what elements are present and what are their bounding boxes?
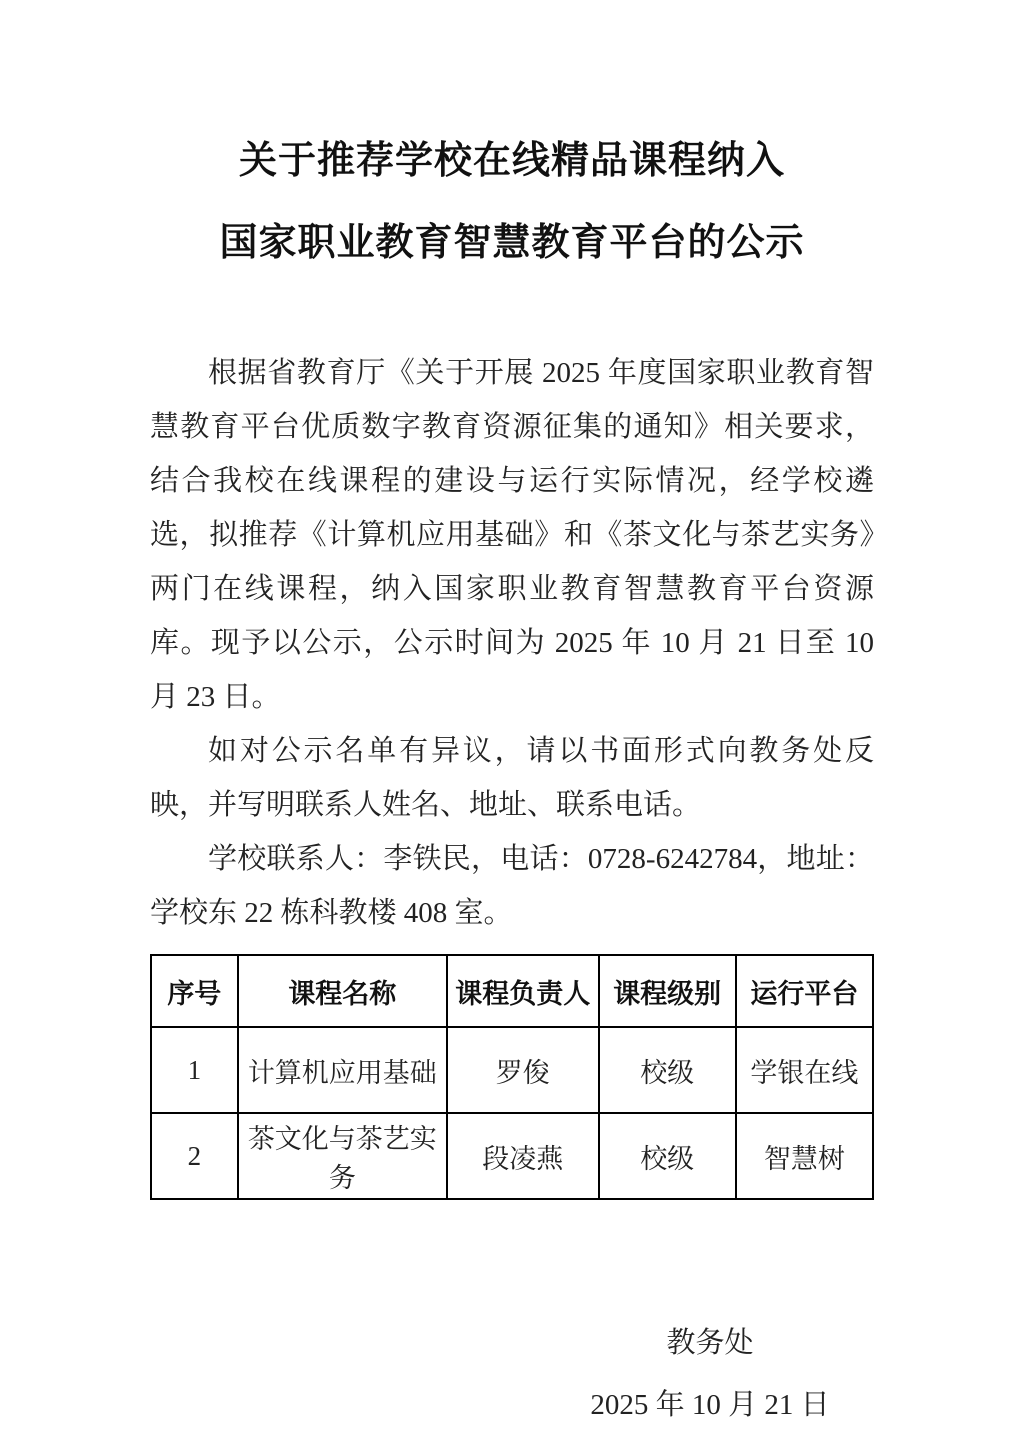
document-content: [150, 0, 874, 1436]
document-title-line2: 国家职业教育智慧教育平台的公示: [219, 222, 805, 264]
cell-seq: 2: [151, 1113, 238, 1199]
cell-seq: 1: [151, 1027, 238, 1113]
cell-platform: 智慧树: [736, 1113, 873, 1199]
signature-department: 教务处: [666, 1327, 754, 1359]
document-body: [150, 346, 874, 940]
table-row: [151, 1113, 873, 1199]
course-table: [150, 954, 874, 1200]
table-header-level: 课程级别: [599, 955, 736, 1027]
signature-block: [560, 1312, 860, 1436]
cell-leader: 罗俊: [447, 1027, 599, 1113]
paragraph-basis: 根据省教育厅《关于开展 2025 年度国家职业教育智慧教育平台优质数字教育资源征集的通知》相关要求，结合我校在线课程的建设与运行实际情况，经学校遴选，拟推荐《计算机应用基础》和《茶文化与茶艺实务》两门在线课程，纳入国家职业教育智慧教育平台资源库。现予以公示，公示时间为 2025 年 10 月 21 日至 10 月 23 日。: [150, 357, 874, 713]
table-header-platform: 运行平台: [736, 955, 873, 1027]
document-title: [150, 0, 874, 284]
table-header-leader: 课程负责人: [447, 955, 599, 1027]
table-header-row: [151, 955, 873, 1027]
cell-level: 校级: [599, 1113, 736, 1199]
signature-date: 2025 年 10 月 21 日: [590, 1389, 830, 1421]
paragraph-contact: 学校联系人：李铁民，电话：0728-6242784，地址：学校东 22 栋科教楼 408 室。: [150, 843, 874, 929]
paragraph-objection: 如对公示名单有异议，请以书面形式向教务处反映，并写明联系人姓名、地址、联系电话。: [150, 735, 874, 821]
table-header-name: 课程名称: [238, 955, 447, 1027]
cell-name: 计算机应用基础: [238, 1027, 447, 1113]
document-title-line1: 关于推荐学校在线精品课程纳入: [238, 140, 785, 182]
cell-level: 校级: [599, 1027, 736, 1113]
cell-name: 茶文化与茶艺实务: [238, 1113, 447, 1199]
cell-platform: 学银在线: [736, 1027, 873, 1113]
table-row: [151, 1027, 873, 1113]
table-header-seq: 序号: [151, 955, 238, 1027]
cell-leader: 段凌燕: [447, 1113, 599, 1199]
